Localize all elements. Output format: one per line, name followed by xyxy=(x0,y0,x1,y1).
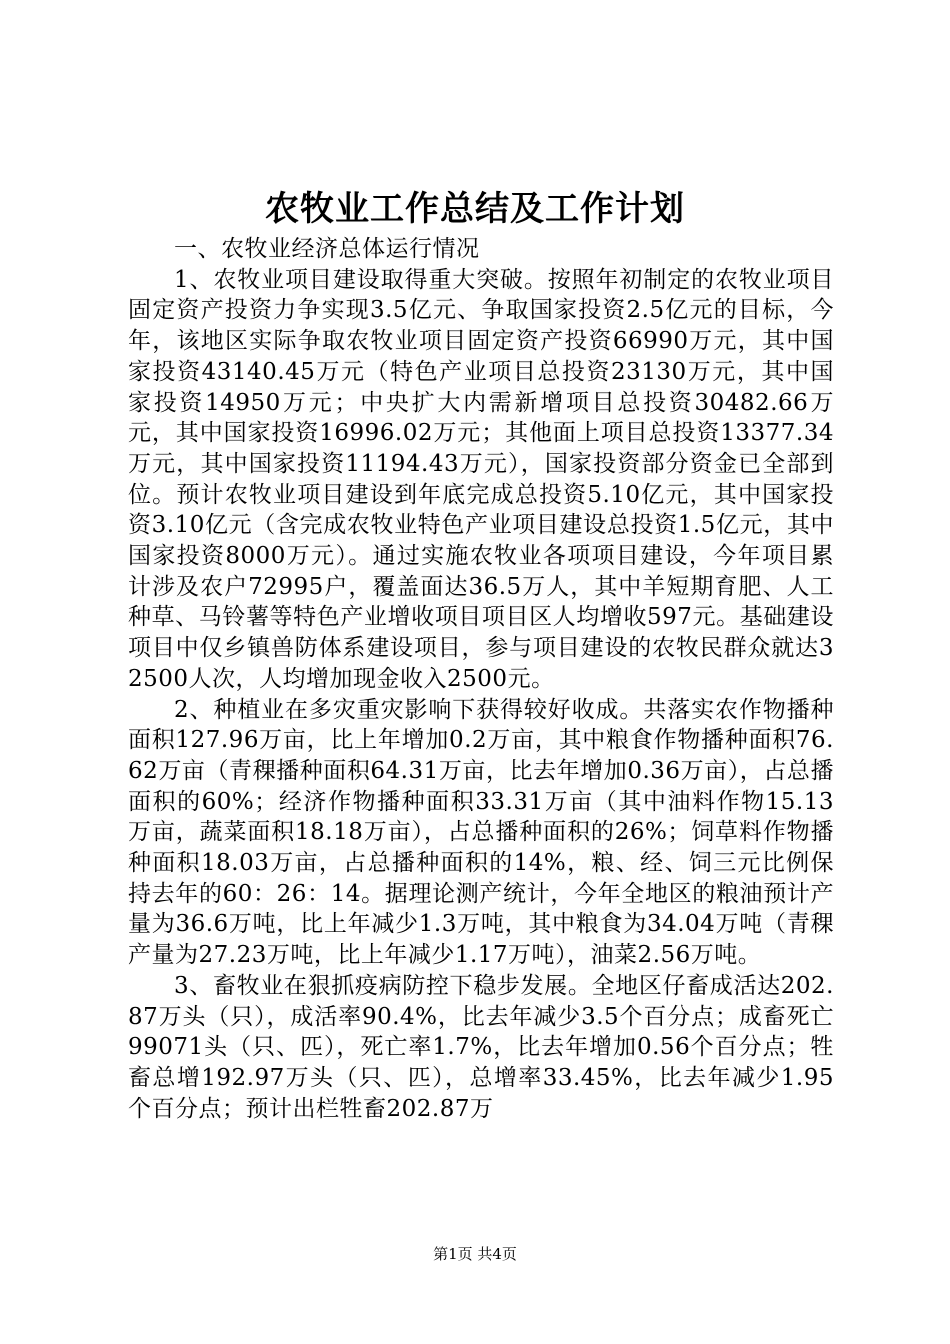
section-heading: 一、农牧业经济总体运行情况 xyxy=(174,236,480,262)
document-title: 农牧业工作总结及工作计划 xyxy=(265,189,685,229)
page-number: 第1页 共4页 xyxy=(433,1245,517,1263)
paragraph-livestock: 3、畜牧业在狠抓疫病防控下稳步发展。全地区仔畜成活达202.87万头（只），成活率90.4%，比去年减少3.5个百分点；成畜死亡99071头（只、匹），死亡率1.7%，比去年增加0.56个百分点；牲畜总增192.97万头（只、匹），总增率33.45%，比去年减少1.95个百分点；预计出栏牲畜202.87万 xyxy=(128,972,834,1122)
paragraph-planting: 2、种植业在多灾重灾影响下获得较好收成。共落实农作物播种面积127.96万亩，比上年增加0.2万亩，其中粮食作物播种面积76.62万亩（青稞播种面积64.31万亩，比去年增加0.36万亩），占总播面积的60%；经济作物播种面积33.31万亩（其中油料作物15.13万亩，蔬菜面积18.18万亩），占总播种面积的26%；饲草料作物播种面积18.03万亩，占总播种面积的14%，粮、经、饲三元比例保持去年的60：26：14。据理论测产统计，今年全地区的粮油预计产量为36.6万吨，比上年减少1.3万吨，其中粮食为34.04万吨（青稞产量为27.23万吨，比上年减少1.17万吨），油菜2.56万吨。 xyxy=(128,696,834,969)
document-body xyxy=(128,234,834,1124)
paragraph-project-construction: 1、农牧业项目建设取得重大突破。按照年初制定的农牧业项目固定资产投资力争实现3.5亿元、争取国家投资2.5亿元的目标，今年，该地区实际争取农牧业项目固定资产投资66990万元，其中国家投资43140.45万元（特色产业项目总投资23130万元，其中国家投资14950万元；中央扩大内需新增项目总投资30482.66万元，其中国家投资16996.02万元；其他面上项目总投资13377.34万元，其中国家投资11194.43万元），国家投资部分资金已全部到位。预计农牧业项目建设到年底完成总投资5.10亿元，其中国家投资3.10亿元（含完成农牧业特色产业项目建设总投资1.5亿元，其中国家投资8000万元）。通过实施农牧业各项项目建设，今年项目累计涉及农户72995户，覆盖面达36.5万人，其中羊短期育肥、人工种草、马铃薯等特色产业增收项目项目区人均增收597元。基础建设项目中仅乡镇兽防体系建设项目，参与项目建设的农牧民群众就达32500人次，人均增加现金收入2500元。 xyxy=(128,266,834,692)
